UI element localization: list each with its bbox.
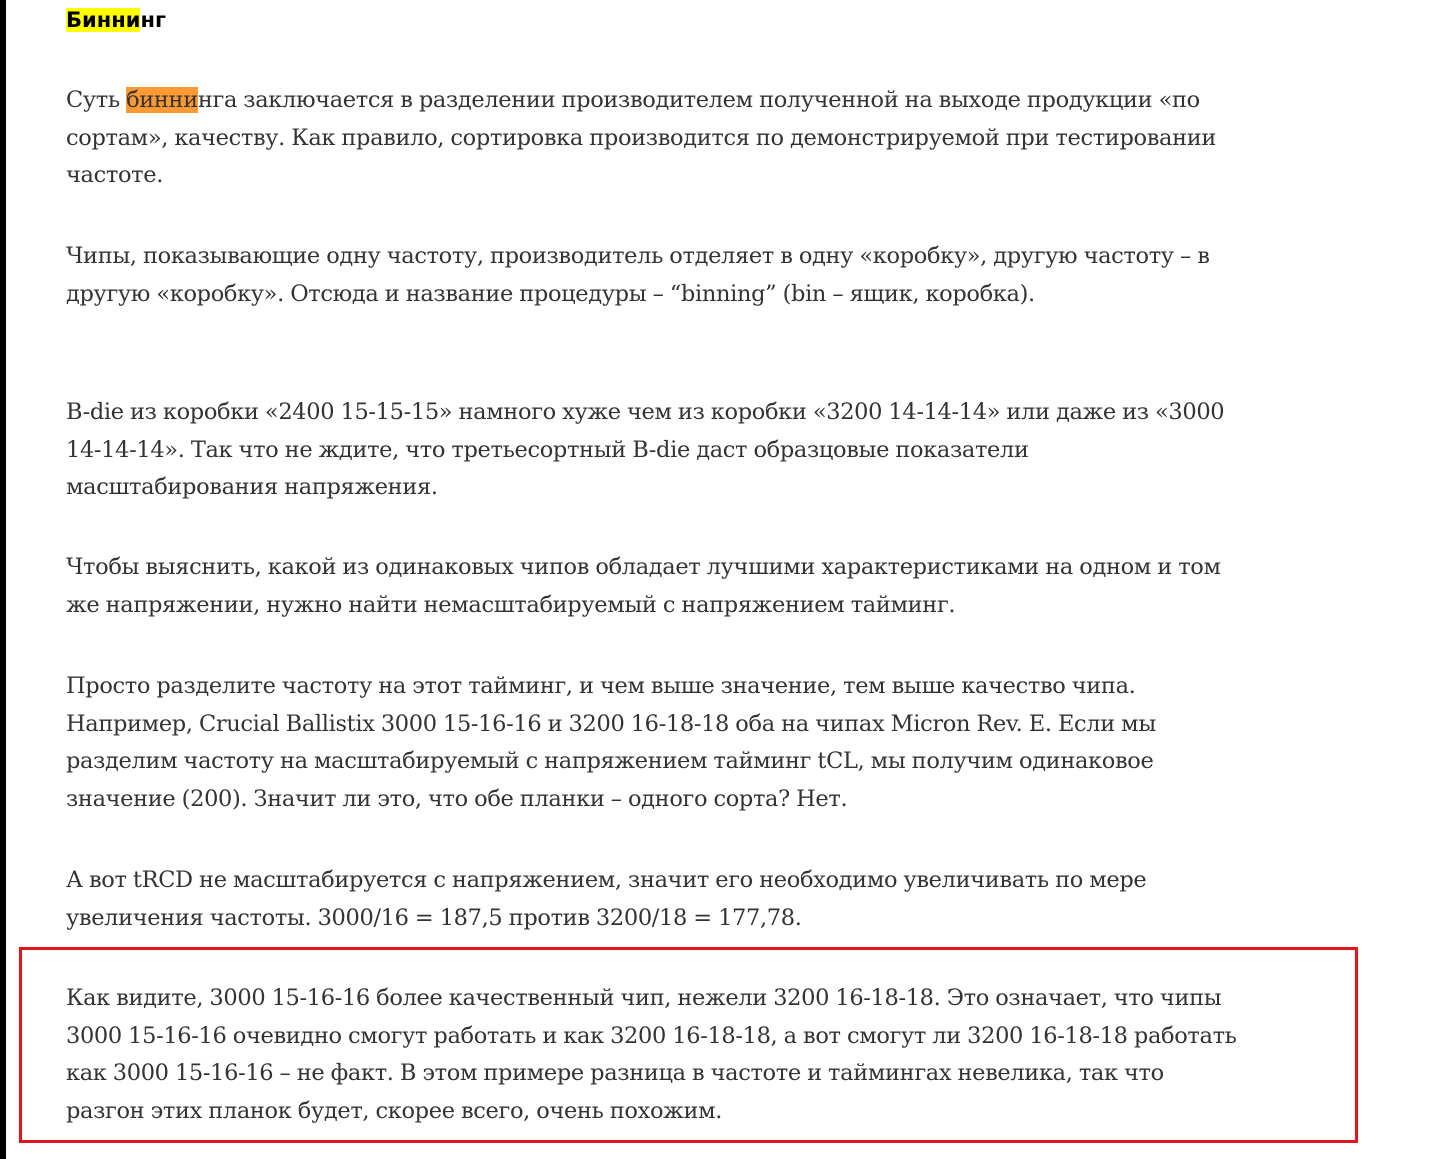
paragraph-conclusion: Как видите, 3000 15-16-16 более качественный чип, нежели 3200 16-18-18. Это означает, что чипы 3000 15-16-16 очевидно смогут работать и как 3200 16-18-18, а вот смогут ли 3200 16-18-18 работать как 3000 15-16-16 – не факт. В этом примере разница в частоте и таймингах невелика, так что разгон этих планок будет, скорее всего, очень похожим. bbox=[66, 985, 1237, 1124]
term-search-highlight: бинни bbox=[126, 87, 198, 113]
paragraph-bins: Чипы, показывающие одну частоту, производитель отделяет в одну «коробку», другую частоту – в другую «коробку». Отсюда и название процедуры – “binning” (bin – ящик, коробка). bbox=[66, 243, 1210, 307]
paragraph-binning-essence bbox=[66, 82, 1246, 195]
paragraph-bdie: B-die из коробки «2400 15-15-15» намного хуже чем из коробки «3200 14-14-14» или даже из «3000 14-14-14». Так что не ждите, что третьесортный B-die даст образцовые показатели масштабирования напряжения. bbox=[66, 399, 1225, 501]
heading-rest: нг bbox=[140, 8, 166, 32]
paragraph-text: Суть bbox=[66, 87, 127, 113]
paragraph-trcd: А вот tRCD не масштабируется с напряжением, значит его необходимо увеличивать по мере увеличения частоты. 3000/16 = 187,5 против 3200/18 = 177,78. bbox=[66, 867, 1147, 931]
paragraph-find-timing: Чтобы выяснить, какой из одинаковых чипов обладает лучшими характеристиками на одном и том же напряжении, нужно найти немасштабируемый с напряжением тайминг. bbox=[66, 554, 1221, 618]
paragraph-divide-frequency: Просто разделите частоту на этот тайминг, и чем выше значение, тем выше качество чипа. Например, Crucial Ballistix 3000 15-16-16 и 3200 16-18-18 оба на чипах Micron Rev. E. Если мы разделим частоту на масштабируемый с напряжением тайминг tCL, мы получим одинаковое значение (200). Значит ли это, что обе планки – одного сорта? Нет. bbox=[66, 673, 1156, 812]
left-edge-bar bbox=[0, 0, 6, 1159]
paragraph-text: нга заключается в разделении производителем полученной на выходе продукции «по сортам», качеству. Как правило, сортировка производится по демонстрируемой при тестировании частоте. bbox=[66, 87, 1217, 189]
section-heading bbox=[66, 5, 166, 35]
heading-search-highlight: Бинни bbox=[66, 8, 141, 32]
